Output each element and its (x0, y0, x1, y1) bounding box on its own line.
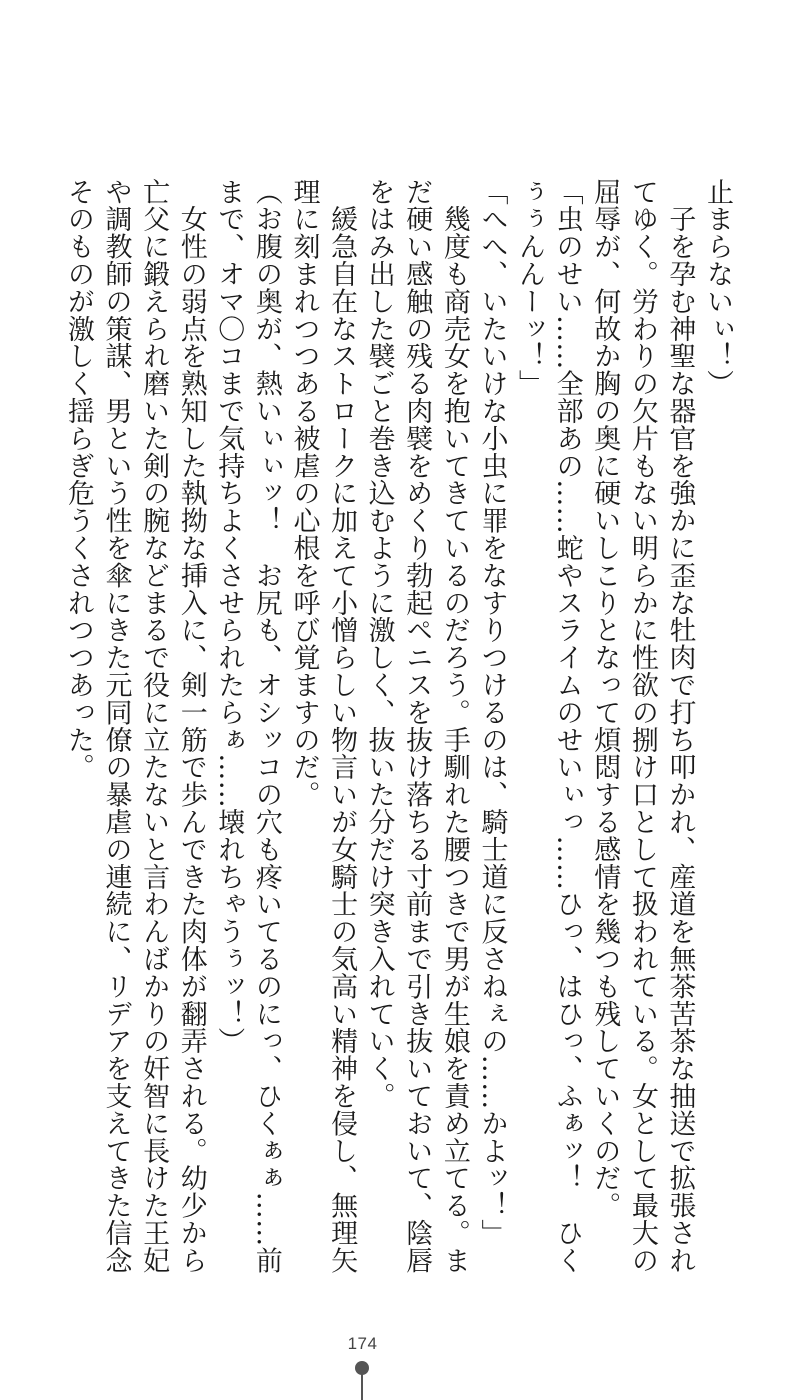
text-line: 屈辱が、何故か胸の奥に硬いしこりとなって煩悶する感情を幾つも残していくのだ。 (589, 178, 621, 1220)
text-line: や調教師の策謀、男という性を傘にきた元同僚の暴虐の連続に、リデアを支えてきた信念 (100, 178, 132, 1274)
body-text (59, 178, 736, 1274)
text-line: 止まらないぃ！） (702, 178, 733, 398)
text-line: 「へへ、いたいけな小虫に罪をなすりつけるのは、騎士道に反さねぇの……かよッ！」 (476, 178, 508, 1247)
page-marker-line (361, 1374, 363, 1400)
text-line: てゆく。労わりの欠片もない明らかに性欲の捌け口として扱われている。女として最大の (626, 178, 658, 1274)
page-number: 174 (347, 1334, 378, 1353)
text-line: 子を孕む神聖な器官を強かに歪な牡肉で打ち叩かれ、産道を無茶苦茶な抽送で拡張され (664, 178, 696, 1274)
text-line: 女性の弱点を熟知した執拗な挿入に、剣一筋で歩んできた肉体が翻弄される。幼少から (175, 178, 207, 1274)
text-line: 理に刻まれつつある被虐の心根を呼び覚ますのだ。 (288, 178, 320, 809)
text-line: をはみ出した襞ごと巻き込むように激しく、抜いた分だけ突き入れていく。 (363, 178, 395, 1110)
text-line: 「虫のせい……全部あの……蛇やスライムのせいぃっ……ひっ、はひっ、ふぁッ！ ひく (551, 178, 583, 1274)
text-line: まで、オマ〇コまで気持ちよくさせられたらぁ……壊れちゃうぅッ！） (213, 178, 245, 1055)
text-line: （お腹の奥が、熱いぃぃッ！ お尻も、オシッコの穴も疼いてるのにっ、ひくぁぁ……前 (250, 178, 282, 1274)
text-line: だ硬い感触の残る肉襞をめくり勃起ペニスを抜け落ちる寸前まで引き抜いておいて、陰唇 (401, 178, 433, 1274)
text-line: 亡父に鍛えられ磨いた剣の腕などまるで役に立たないと言わんばかりの奸智に長けた王妃 (138, 178, 170, 1274)
text-line: ぅぅんんーッ！」 (514, 178, 546, 398)
text-line: 幾度も商売女を抱いてきているのだろう。手馴れた腰つきで男が生娘を責め立てる。ま (438, 178, 470, 1274)
text-line: 緩急自在なストロークに加えて小憎らしい物言いが女騎士の気高い精神を侵し、無理矢 (326, 178, 358, 1274)
page-marker-dot (355, 1361, 369, 1375)
text-line: そのものが激しく揺らぎ危うくされつつあった。 (62, 178, 94, 781)
